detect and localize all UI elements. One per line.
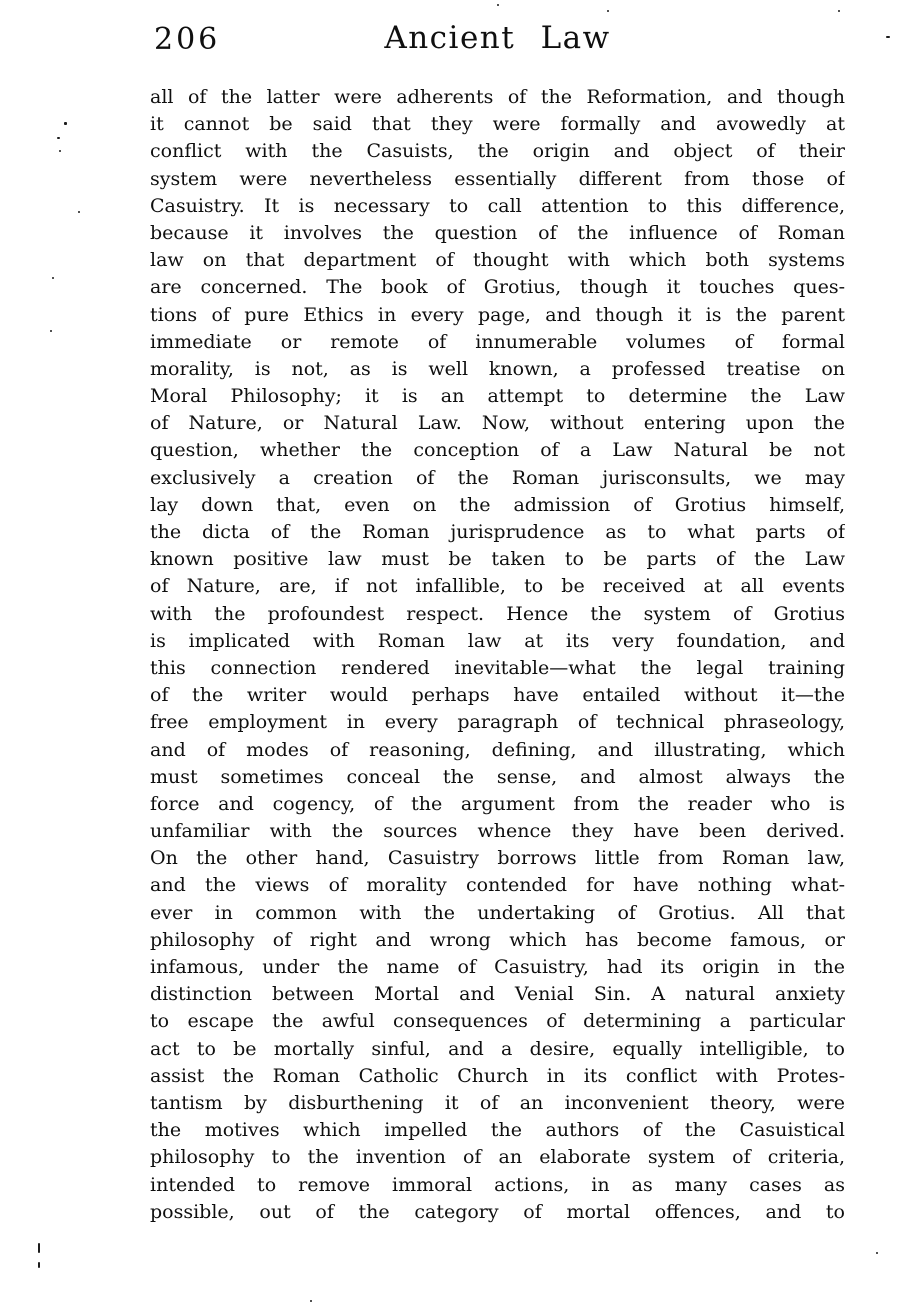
body-text [150, 84, 845, 1226]
text-line: question, whether the conception of a Law Natural be not [150, 439, 845, 462]
text-line: unfamiliar with the sources whence they have been derived. [150, 820, 845, 843]
text-line: of Nature, are, if not infallible, to be received at all events [150, 575, 845, 598]
text-line: ever in common with the undertaking of Grotius. All that [150, 901, 845, 924]
text-line: exclusively a creation of the Roman jurisconsults, we may [150, 466, 845, 489]
text-line: known positive law must be taken to be parts of the Law [150, 548, 845, 571]
text-line: philosophy of right and wrong which has become famous, or [150, 928, 845, 951]
page-number: 206 [154, 22, 221, 57]
text-line: to escape the awful consequences of determining a particular [150, 1010, 845, 1033]
scan-artifact [59, 150, 61, 152]
text-line: with the profoundest respect. Hence the system of Grotius [150, 602, 845, 625]
text-line: and the views of morality contended for have nothing what- [150, 874, 845, 897]
text-line: of Nature, or Natural Law. Now, without entering upon the [150, 412, 845, 435]
text-line: intended to remove immoral actions, in as many cases as [150, 1173, 845, 1196]
text-line: are concerned. The book of Grotius, though it touches ques- [150, 276, 845, 299]
page-header [150, 20, 845, 64]
scan-artifact [38, 1262, 40, 1268]
text-line: possible, out of the category of mortal offences, and to [150, 1200, 845, 1223]
text-line: infamous, under the name of Casuistry, had its origin in the [150, 956, 845, 978]
text-line: all of the latter were adherents of the Reformation, and though [150, 86, 845, 108]
text-line: immediate or remote of innumerable volumes of formal [150, 330, 845, 353]
scan-artifact [838, 10, 840, 12]
text-line: this connection rendered inevitable—what the legal training [150, 656, 845, 679]
scan-artifact [50, 330, 52, 332]
text-line: morality, is not, as is well known, a professed treatise on [150, 357, 845, 380]
text-line: conflict with the Casuists, the origin and object of their [150, 140, 845, 163]
scan-artifact [38, 1243, 40, 1253]
text-line: distinction between Mortal and Venial Sin. A natural anxiety [150, 983, 845, 1006]
scan-artifact [52, 277, 54, 279]
text-line: Casuistry. It is necessary to call attention to this difference, [150, 194, 845, 217]
scan-artifact [497, 4, 499, 6]
text-line: and of modes of reasoning, defining, and illustrating, which [150, 738, 845, 761]
text-line: must sometimes conceal the sense, and almost always the [150, 765, 845, 788]
text-line: force and cogency, of the argument from the reader who is [150, 792, 845, 815]
text-line: tantism by disburthening it of an inconvenient theory, were [150, 1091, 845, 1114]
text-line: act to be mortally sinful, and a desire, equally intelligible, to [150, 1037, 845, 1060]
text-line: the motives which impelled the authors of the Casuistical [150, 1119, 845, 1142]
text-line: it cannot be said that they were formally and avowedly at [150, 113, 845, 136]
text-line: Moral Philosophy; it is an attempt to determine the Law [150, 385, 845, 408]
text-line: free employment in every paragraph of technical phraseology, [150, 711, 845, 734]
scan-artifact [57, 137, 60, 139]
text-line: the dicta of the Roman jurisprudence as to what parts of [150, 521, 845, 543]
text-line: tions of pure Ethics in every page, and though it is the parent [150, 303, 845, 326]
text-line: lay down that, even on the admission of Grotius himself, [150, 493, 845, 516]
text-line: assist the Roman Catholic Church in its conflict with Protes- [150, 1064, 845, 1087]
text-line: philosophy to the invention of an elaborate system of criteria, [150, 1146, 845, 1169]
running-title: Ancient Law [384, 20, 611, 56]
scan-artifact [607, 10, 609, 12]
text-line: because it involves the question of the influence of Roman [150, 221, 845, 244]
text-line: system were nevertheless essentially different from those of [150, 167, 845, 190]
text-line: of the writer would perhaps have entailed without it—the [150, 684, 845, 707]
scan-artifact [64, 122, 67, 125]
scan-artifact [876, 1252, 878, 1254]
text-line: is implicated with Roman law at its very foundation, and [150, 629, 845, 652]
text-line: law on that department of thought with which both systems [150, 249, 845, 272]
scan-artifact [886, 36, 890, 38]
scan-artifact [78, 211, 80, 213]
scan-artifact [310, 1300, 312, 1302]
text-line: On the other hand, Casuistry borrows little from Roman law, [150, 847, 845, 870]
